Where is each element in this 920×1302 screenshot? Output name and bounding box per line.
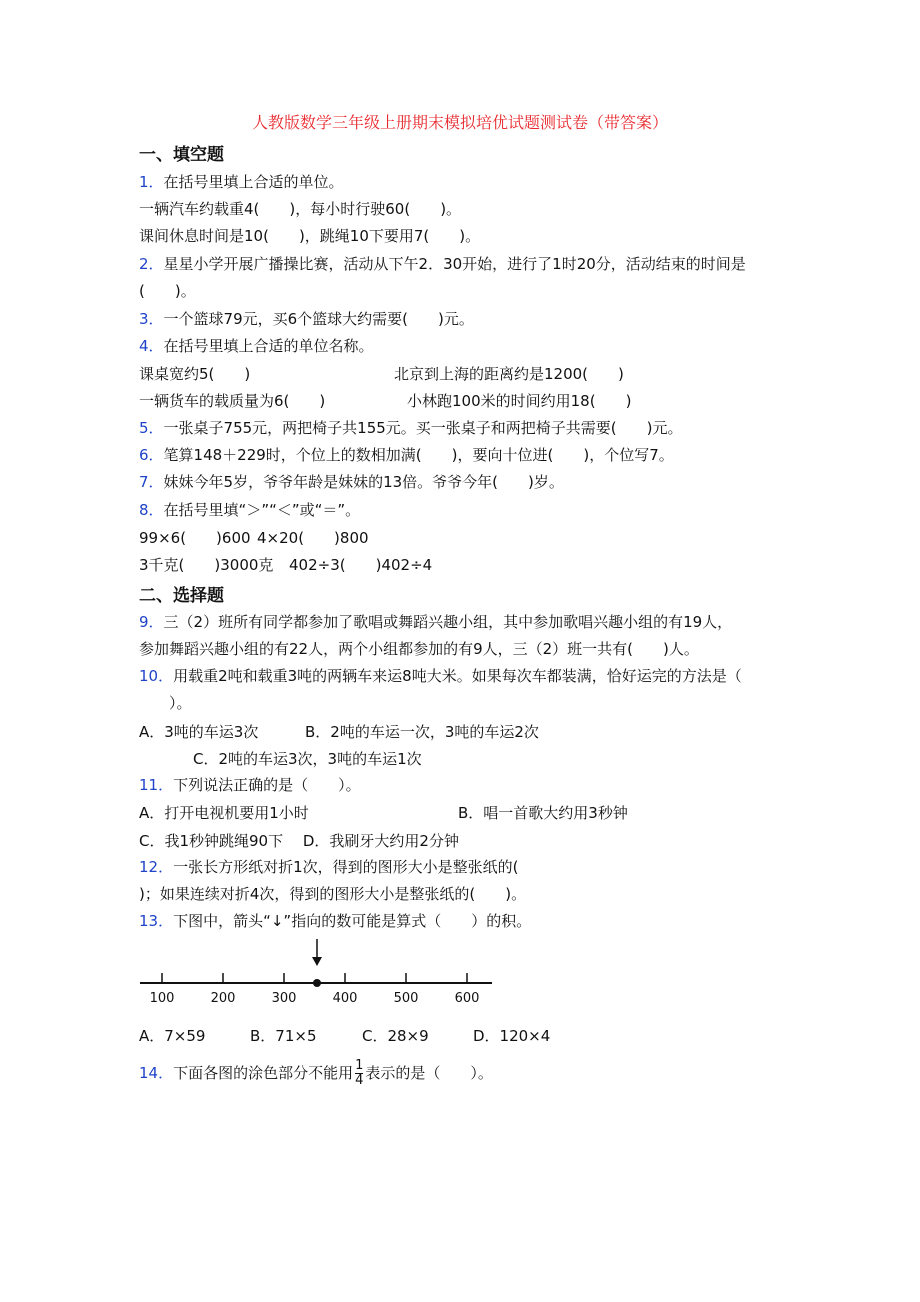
question-13-option-b: B．71×5 — [250, 1027, 317, 1045]
question-8: 8．在括号里填“＞”“＜”或“＝”。 — [139, 501, 361, 519]
section-fill-heading: 一、填空题 — [139, 145, 224, 165]
question-number: 7． — [139, 473, 164, 491]
question-13-option-c: C．28×9 — [362, 1027, 429, 1045]
question-number: 4． — [139, 337, 164, 355]
question-number: 5． — [139, 419, 164, 437]
question-number: 2． — [139, 255, 164, 273]
question-number: 1． — [139, 173, 164, 191]
question-4-item-c: 一辆货车的载质量为6( ) — [139, 392, 326, 410]
question-7: 7．妹妹今年5岁，爷爷年龄是妹妹的13倍。爷爷今年( )岁。 — [139, 473, 564, 491]
question-4-item-d: 小林跑100米的时间约用18( ) — [407, 392, 632, 410]
arrow-head-icon — [312, 957, 322, 966]
question-10-line-2: ）。 — [139, 694, 192, 712]
question-14: 14．下面各图的涂色部分不能用 $\frac{1}{4}$ 表示的是（ ）。 — [139, 1058, 493, 1088]
question-4-item-a: 课桌宽约5( ) — [139, 365, 251, 383]
number-line-figure — [130, 935, 510, 1010]
question-number: 12． — [139, 858, 174, 876]
question-9-line-2: 参加舞蹈兴趣小组的有22人，两个小组都参加的有9人，三（2）班一共有( )人。 — [139, 640, 699, 658]
question-number: 11． — [139, 776, 174, 794]
question-number: 6． — [139, 446, 164, 464]
question-13-option-a: A．7×59 — [139, 1027, 206, 1045]
tick-label-600: 600 — [454, 991, 480, 1006]
question-2: 2．星星小学开展广播操比赛，活动从下午2．30开始，进行了1时20分，活动结束的时间是 — [139, 255, 746, 273]
question-13-option-d: D．120×4 — [473, 1027, 551, 1045]
question-10-option-b: B．2吨的车运一次，3吨的车运2次 — [305, 723, 539, 741]
question-1: 1．在括号里填上合适的单位。 — [139, 173, 344, 191]
question-10-option-a: A．3吨的车运3次 — [139, 723, 259, 741]
question-12-line-2: )；如果连续对折4次，得到的图形大小是整张纸的( )。 — [139, 885, 527, 903]
question-4: 4．在括号里填上合适的单位名称。 — [139, 337, 374, 355]
question-8-item-d: 402÷3( )402÷4 — [289, 556, 433, 574]
tick-label-100: 100 — [149, 991, 175, 1006]
question-8-item-a: 99×6( )600 — [139, 529, 251, 547]
section-choice-heading: 二、选择题 — [139, 586, 224, 606]
question-5: 5．一张桌子755元，两把椅子共155元。买一张桌子和两把椅子共需要( )元。 — [139, 419, 683, 437]
question-number: 8． — [139, 501, 164, 519]
question-11-option-cd: C．我1秒钟跳绳90下 D．我刷牙大约用2分钟 — [139, 832, 459, 850]
tick-label-300: 300 — [271, 991, 297, 1006]
question-11: 11．下列说法正确的是（ ）。 — [139, 776, 361, 794]
tick-label-200: 200 — [210, 991, 236, 1006]
document-title: 人教版数学三年级上册期末模拟培优试题测试卷（带答案） — [251, 113, 668, 132]
question-1-line-1: 一辆汽车约载重4( )，每小时行驶60( )。 — [139, 200, 462, 218]
tick-label-400: 400 — [332, 991, 358, 1006]
question-9: 9．三（2）班所有同学都参加了歌唱或舞蹈兴趣小组，其中参加歌唱兴趣小组的有19人， — [139, 613, 733, 631]
question-6: 6．笔算148＋229时，个位上的数相加满( )，要向十位进( )，个位写7。 — [139, 446, 674, 464]
question-number: 14． — [139, 1064, 174, 1082]
question-4-item-b: 北京到上海的距离约是1200( ) — [394, 365, 624, 383]
question-number: 10． — [139, 667, 174, 685]
question-3: 3．一个篮球79元，买6个篮球大约需要( )元。 — [139, 310, 474, 328]
question-1-line-2: 课间休息时间是10( )，跳绳10下要用7( )。 — [139, 227, 481, 245]
marked-point — [313, 979, 321, 987]
question-11-option-a: A．打开电视机要用1小时 — [139, 804, 309, 822]
fraction-one-quarter: $\frac{1}{4}$ — [355, 1058, 364, 1088]
question-13: 13．下图中，箭头“↓”指向的数可能是算式（ ）的积。 — [139, 912, 532, 930]
question-10-option-c: C．2吨的车运3次，3吨的车运1次 — [193, 750, 422, 768]
question-8-item-c: 3千克( )3000克 — [139, 556, 274, 574]
question-number: 3． — [139, 310, 164, 328]
question-12: 12．一张长方形纸对折1次，得到的图形大小是整张纸的( — [139, 858, 519, 876]
question-2-line-2: ( )。 — [139, 282, 196, 300]
question-number: 13． — [139, 912, 174, 930]
question-8-item-b: 4×20( )800 — [257, 529, 369, 547]
question-number: 9． — [139, 613, 164, 631]
question-10: 10．用载重2吨和载重3吨的两辆车来运8吨大米。如果每次车都装满，恰好运完的方法是（ — [139, 667, 742, 685]
tick-label-500: 500 — [393, 991, 419, 1006]
question-11-option-b: B．唱一首歌大约用3秒钟 — [458, 804, 628, 822]
